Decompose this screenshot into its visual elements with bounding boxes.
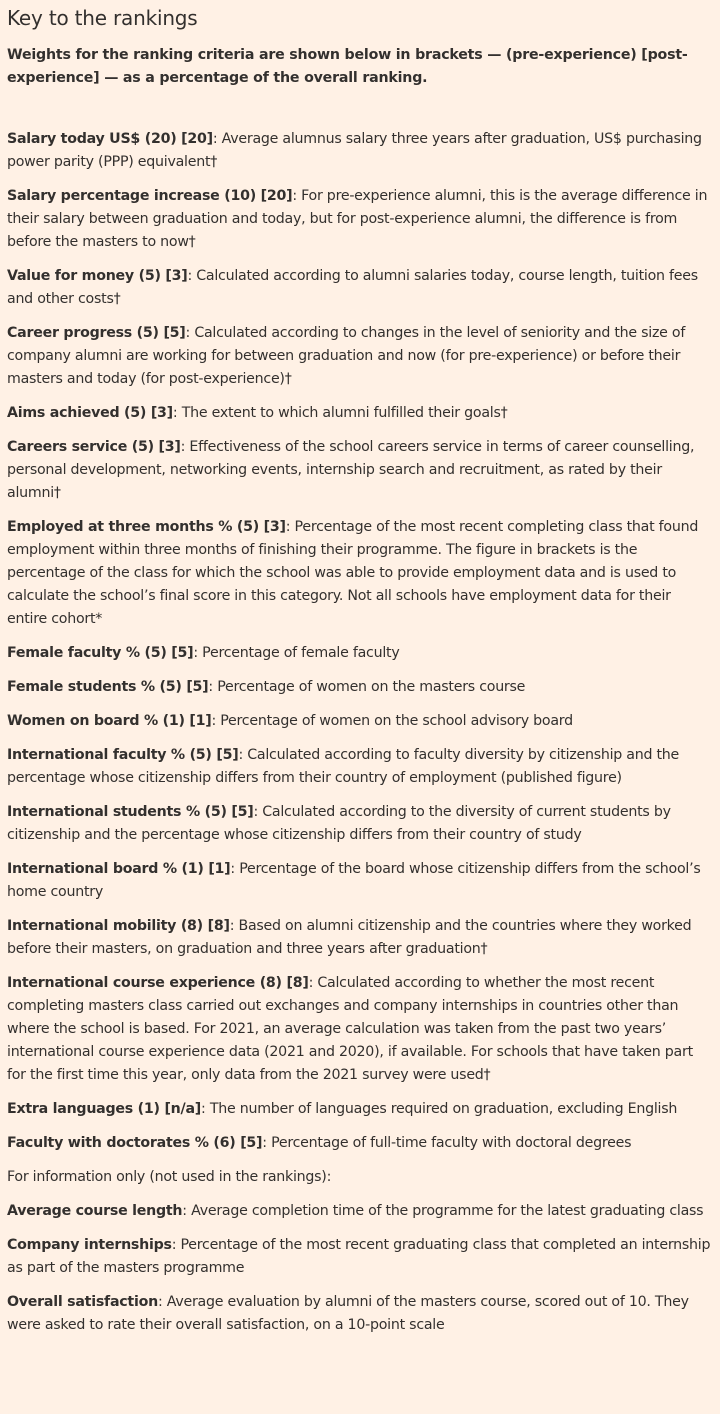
entry-international-students [7,801,714,847]
entry-term: Careers service (5) [3] [7,439,181,455]
entry-term: Company internships [7,1237,172,1253]
entry-term: International mobility (8) [8] [7,918,230,934]
entry-desc: : Calculated according to the diversity of current students by citizenship and the percentage whose citizenship differs from their country of study [7,804,671,843]
entry-term: Salary percentage increase (10) [20] [7,188,293,204]
entry-desc: : For pre-experience alumni, this is the average difference in their salary between graduation and today, but for post-experience alumni, the difference is from before the masters to now† [7,188,708,250]
entry-term: Women on board % (1) [1] [7,713,212,729]
entry-extra-languages [7,1098,714,1121]
entry-desc: : Percentage of the most recent completing class that found employment within three months of finishing their programme. The figure in brackets is the percentage of the class for which the school was able to provide employment data and is used to calculate the school’s final score in this category. Not all schools have employment data for their entire cohort* [7,519,699,627]
entry-desc: : Percentage of full-time faculty with doctoral degrees [262,1135,632,1151]
entry-desc: : Average alumnus salary three years after graduation, US$ purchasing power parity (PPP) equivalent† [7,131,702,170]
entry-value-for-money [7,265,714,311]
criteria-list [7,128,714,1155]
entry-international-mobility [7,915,714,961]
intro-paragraph: Weights for the ranking criteria are shown below in brackets — (pre-experience) [post-experience] — as a percentage of the overall ranking. [7,47,688,86]
entry-career-progress [7,322,714,391]
entry-international-course-experience [7,972,714,1087]
entry-term: Female faculty % (5) [5] [7,645,194,661]
entry-term: Career progress (5) [5] [7,325,186,341]
entry-term: Extra languages (1) [n/a] [7,1101,202,1117]
entry-desc: : Calculated according to faculty diversity by citizenship and the percentage whose citizenship differs from their country of employment (published figure) [7,747,680,786]
entry-desc: : The number of languages required on graduation, excluding English [201,1101,678,1117]
info-list [7,1200,714,1337]
entry-desc: : Percentage of women on the school advisory board [211,713,573,729]
entry-average-course-length [7,1200,714,1223]
entry-term: Salary today US$ (20) [20] [7,131,213,147]
entry-desc: : Effectiveness of the school careers service in terms of career counselling, personal development, networking events, internship search and recruitment, as rated by their alumni† [7,439,695,501]
entry-term: International students % (5) [5] [7,804,254,820]
entry-overall-satisfaction [7,1291,714,1337]
entry-term: Average course length [7,1203,183,1219]
entry-term: Faculty with doctorates % (6) [5] [7,1135,263,1151]
entry-term: Employed at three months % (5) [3] [7,519,286,535]
entry-salary-today [7,128,714,174]
entry-term: Value for money (5) [3] [7,268,188,284]
entry-term: Female students % (5) [5] [7,679,209,695]
info-only-note: For information only (not used in the rankings): [7,1169,332,1185]
entry-desc: : Percentage of women on the masters course [208,679,526,695]
entry-term: Aims achieved (5) [3] [7,405,173,421]
entry-desc: : Calculated according to changes in the level of seniority and the size of company alumni are working for between graduation and now (for pre-experience) or before their masters and today (for post-experience)† [7,325,686,387]
entry-term: International faculty % (5) [5] [7,747,239,763]
entry-desc: : Based on alumni citizenship and the countries where they worked before their masters, on graduation and three years after graduation† [7,918,692,957]
entry-careers-service [7,436,714,505]
entry-international-board [7,858,714,904]
entry-desc: : Average evaluation by alumni of the masters course, scored out of 10. They were asked to rate their overall satisfaction, on a 10-point scale [7,1294,689,1333]
entry-desc: : Calculated according to whether the most recent completing masters class carried out exchanges and company internships in countries other than where the school is based. For 2021, an average calculation was taken from the past two years’ international course experience data (2021 and 2020), if available. For schools that have taken part for the first time this year, only data from the 2021 survey were used† [7,975,693,1083]
entry-company-internships [7,1234,714,1280]
entry-salary-increase [7,185,714,254]
entry-term: International board % (1) [1] [7,861,231,877]
entry-female-students [7,676,714,699]
entry-employed-three-months [7,516,714,631]
entry-women-on-board [7,710,714,733]
entry-aims-achieved [7,402,714,425]
entry-desc: : Calculated according to alumni salaries today, course length, tuition fees and other costs† [7,268,698,307]
entry-international-faculty [7,744,714,790]
entry-desc: : Average completion time of the programme for the latest graduating class [182,1203,704,1219]
entry-desc: : Percentage of the board whose citizenship differs from the school’s home country [7,861,701,900]
entry-female-faculty [7,642,714,665]
entry-desc: : Percentage of female faculty [193,645,400,661]
entry-term: Overall satisfaction [7,1294,158,1310]
page-title: Key to the rankings [7,6,198,30]
entry-desc: : The extent to which alumni fulfilled their goals† [172,405,508,421]
entry-term: International course experience (8) [8] [7,975,309,991]
entry-faculty-doctorates [7,1132,714,1155]
entry-desc: : Percentage of the most recent graduating class that completed an internship as part of the masters programme [7,1237,711,1276]
